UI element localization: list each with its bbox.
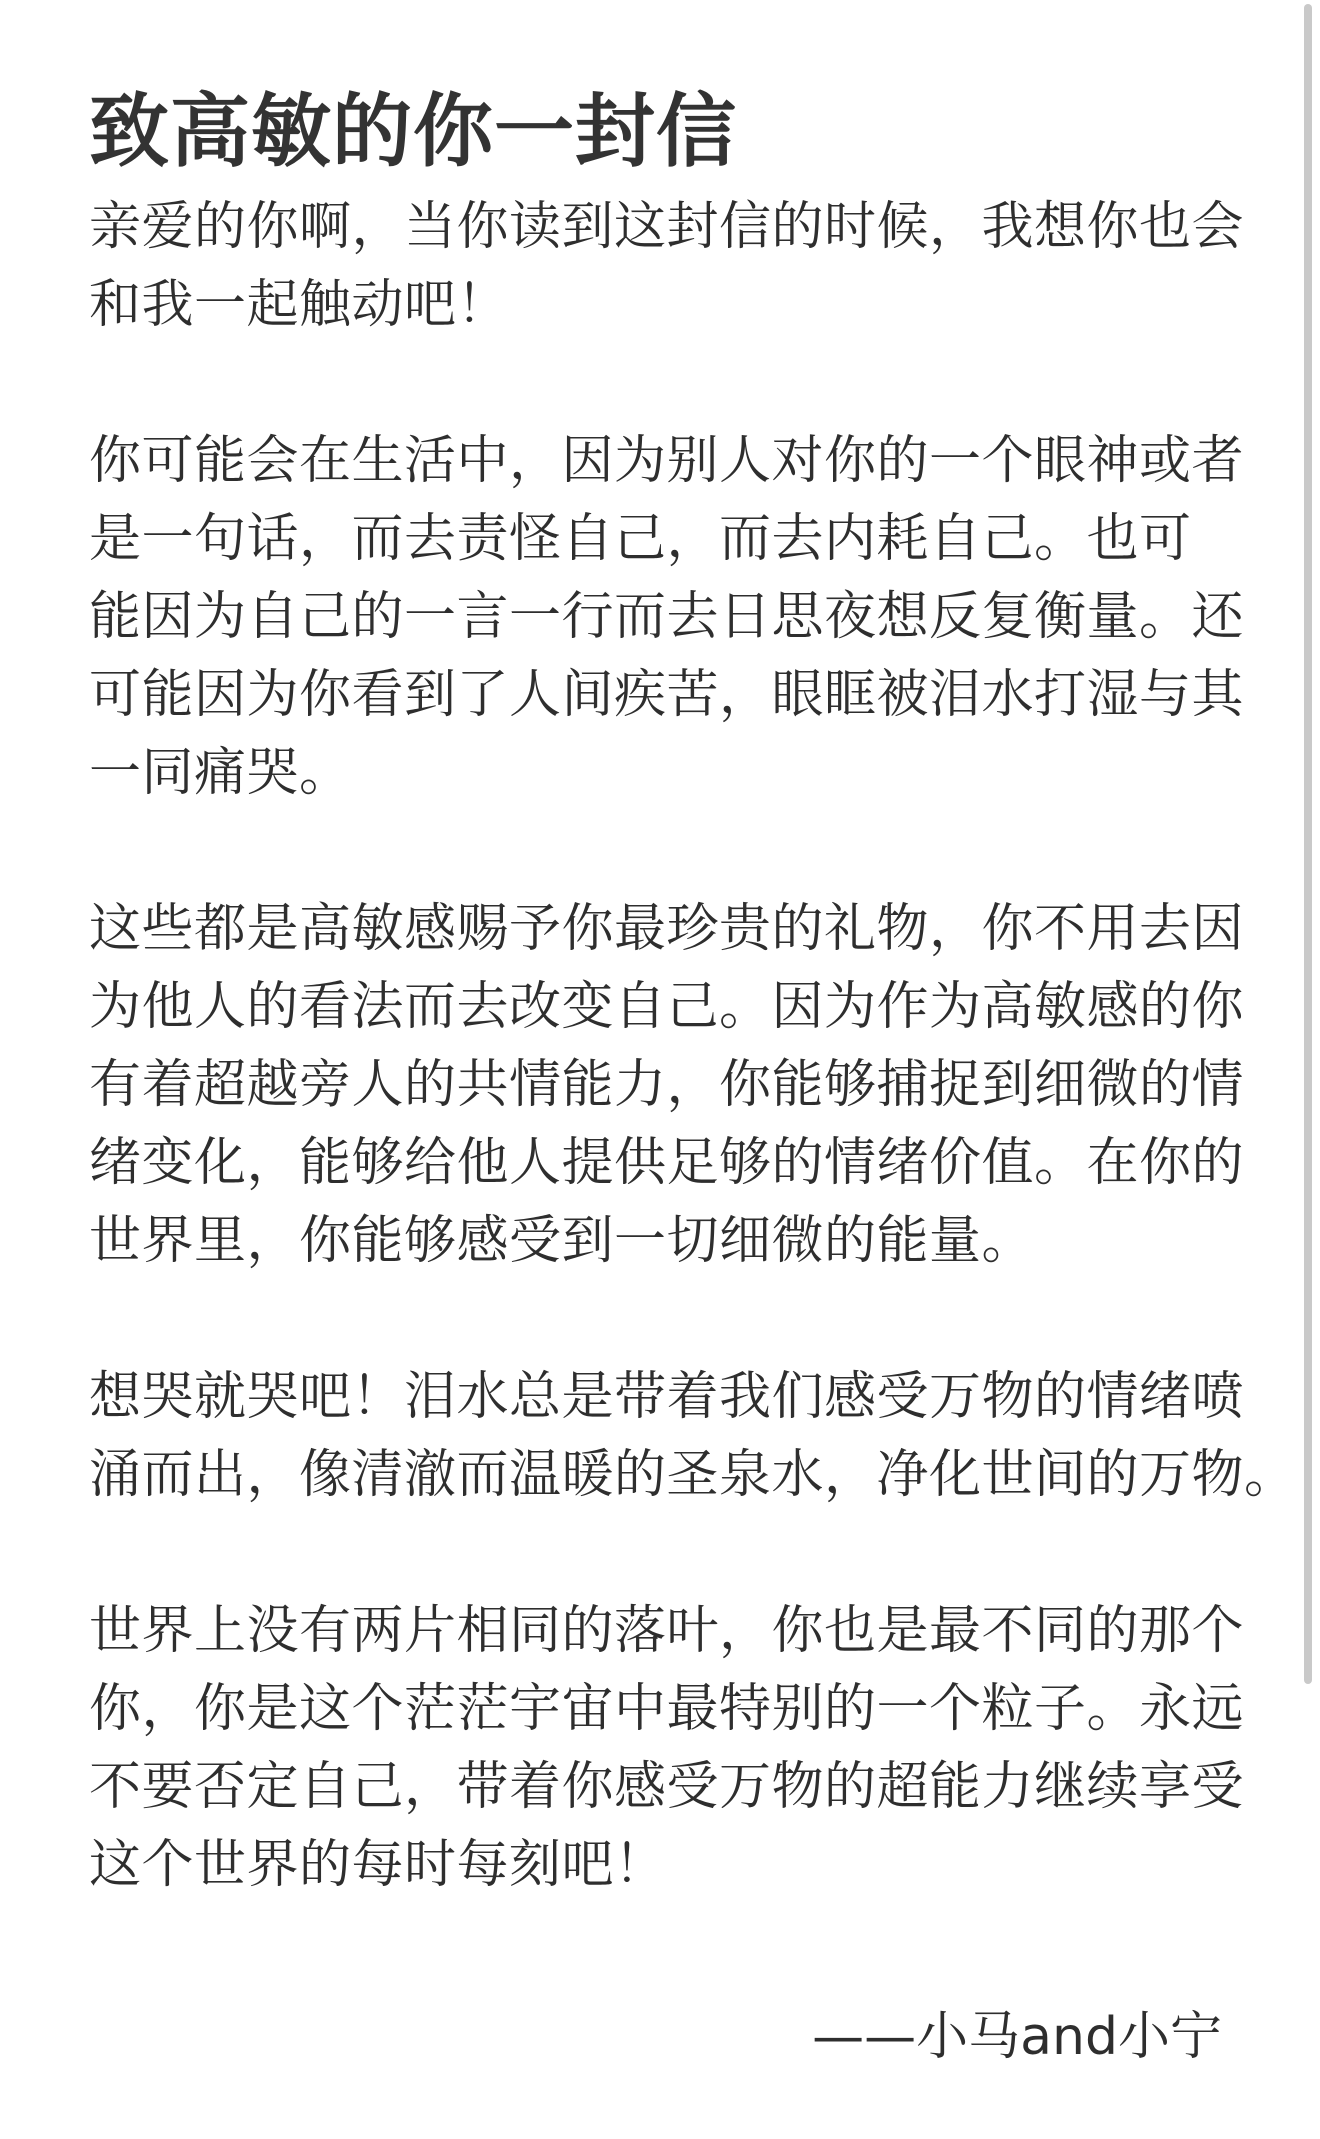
- paragraph-line: 世界上没有两片相同的落叶，你也是最不同的那个: [89, 1601, 1245, 1661]
- paragraph-line: 涌而出，像清澈而温暖的圣泉水，净化世间的万物。: [89, 1445, 1297, 1505]
- paragraph-line: 是一句话，而去责怪自己，而去内耗自己。也可: [89, 509, 1192, 569]
- letter-content: [89, 80, 1297, 1982]
- paragraph-line: 亲爱的你啊，当你读到这封信的时候，我想你也会: [89, 197, 1245, 257]
- paragraph-line: 一同痛哭。: [89, 743, 352, 803]
- paragraph-line: 绪变化，能够给他人提供足够的情绪价值。在你的: [89, 1133, 1245, 1193]
- scrollbar[interactable]: [1304, 4, 1312, 1684]
- paragraph-1: [89, 188, 1245, 344]
- paragraph-line: 可能因为你看到了人间疾苦，眼眶被泪水打湿与其: [89, 665, 1245, 725]
- paragraph-line: 这些都是高敏感赐予你最珍贵的礼物，你不用去因: [89, 899, 1245, 959]
- paragraph-line: 和我一起触动吧！: [89, 275, 510, 335]
- paragraph-line: 为他人的看法而去改变自己。因为作为高敏感的你: [89, 977, 1245, 1037]
- paragraph-line: 不要否定自己，带着你感受万物的超能力继续享受: [89, 1757, 1245, 1817]
- signature: ——小马and小宁: [812, 2007, 1222, 2067]
- paragraph-3: [89, 890, 1245, 1280]
- paragraph-line: 世界里，你能够感受到一切细微的能量。: [89, 1211, 1035, 1271]
- paragraph-line: 你，你是这个茫茫宇宙中最特别的一个粒子。永远: [89, 1679, 1245, 1739]
- page-title: 致高敏的你一封信: [89, 85, 737, 178]
- paragraph-line: 想哭就哭吧！泪水总是带着我们感受万物的情绪喷: [89, 1367, 1245, 1427]
- paragraph-line: 能因为自己的一言一行而去日思夜想反复衡量。还: [89, 587, 1245, 647]
- paragraph-5: [89, 1592, 1245, 1904]
- paragraph-line: 这个世界的每时每刻吧！: [89, 1835, 667, 1895]
- paragraph-4: [89, 1358, 1297, 1514]
- paragraph-2: [89, 422, 1245, 812]
- paragraph-line: 你可能会在生活中，因为别人对你的一个眼神或者: [89, 431, 1245, 491]
- paragraph-line: 有着超越旁人的共情能力，你能够捕捉到细微的情: [89, 1055, 1245, 1115]
